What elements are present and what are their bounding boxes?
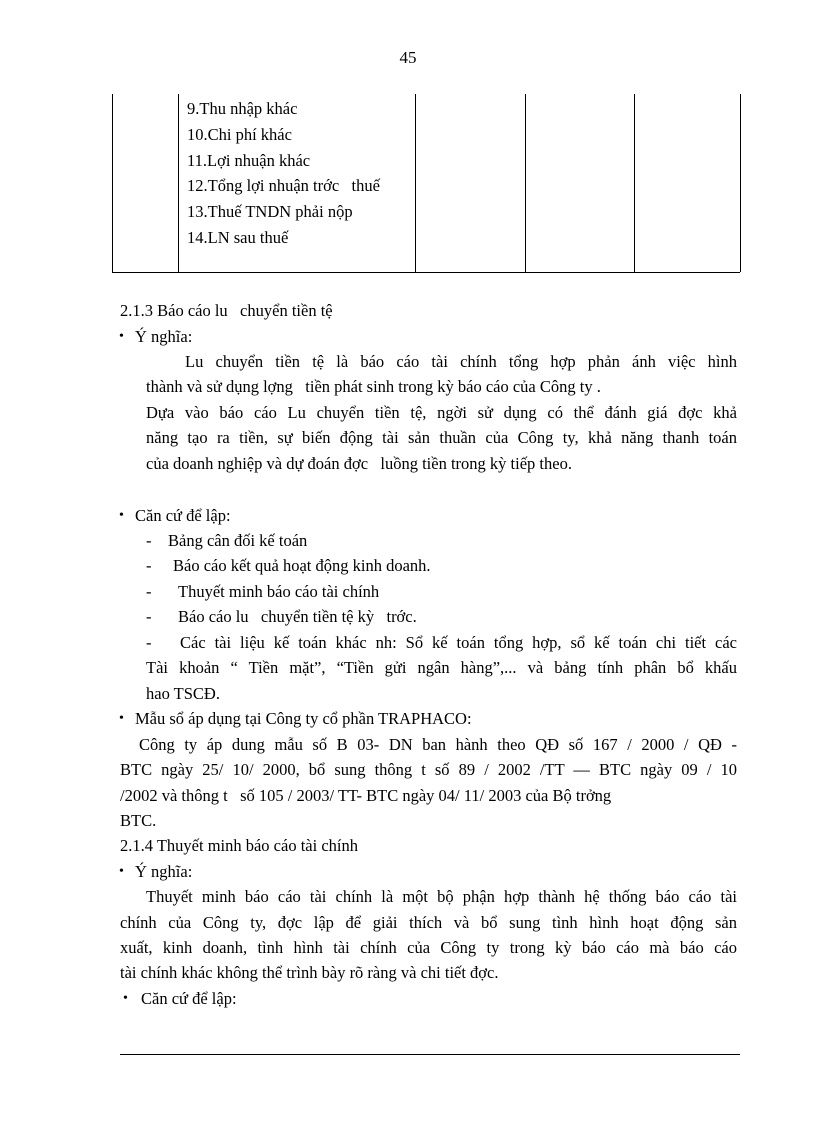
basis-item-continued: hao TSCĐ. xyxy=(146,684,220,703)
bullet-icon: • xyxy=(123,991,128,1006)
dash-marker: - xyxy=(146,633,152,652)
bullet-icon: • xyxy=(119,864,124,879)
section-heading: 2.1.3 Báo cáo lu chuyển tiền tệ xyxy=(120,301,333,320)
table-row: 14.LN sau thuế xyxy=(187,227,289,247)
table-row-list xyxy=(187,96,380,251)
paragraph-line: xuất, kinh doanh, tình hình tài chính của Công ty trong kỳ báo cáo mà báo cáo xyxy=(120,938,737,957)
meaning-label: Ý nghĩa: xyxy=(135,327,193,346)
basis-item: Các tài liệu kế toán khác nh: Sổ kế toán tổng hợp, sổ kế toán chi tiết các xyxy=(180,633,737,652)
paragraph-line: thành và sử dụng lợng tiền phát sinh trong kỳ báo cáo của Công ty . xyxy=(146,377,601,396)
basis-label: Căn cứ để lập: xyxy=(135,506,231,525)
bullet-icon: • xyxy=(119,329,124,344)
paragraph-line: Lu chuyển tiền tệ là báo cáo tài chính tổng hợp phản ánh việc hình xyxy=(185,352,737,371)
table-column-divider xyxy=(634,94,635,272)
paragraph-line: Dựa vào báo cáo Lu chuyển tiền tệ, ngời sử dụng có thể đánh giá đợc khả xyxy=(146,403,737,422)
table-row: 10.Chi phí khác xyxy=(187,124,292,144)
basis-item: Báo cáo kết quả hoạt động kinh doanh. xyxy=(173,556,431,575)
template-label: Mẫu sổ áp dụng tại Công ty cổ phần TRAPHACO: xyxy=(135,709,472,728)
dash-marker: - xyxy=(146,531,152,550)
paragraph-line: năng tạo ra tiền, sự biến động tài sản thuần của Công ty, khả năng thanh toán xyxy=(146,428,737,447)
table-column-divider xyxy=(178,94,179,272)
footer-rule xyxy=(120,1054,740,1055)
basis-label: Căn cứ để lập: xyxy=(141,989,237,1008)
report-table xyxy=(112,94,740,273)
paragraph-line: BTC. xyxy=(120,811,157,830)
basis-item: Bảng cân đối kế toán xyxy=(168,531,308,550)
table-row: 9.Thu nhập khác xyxy=(187,99,298,118)
dash-marker: - xyxy=(146,556,152,575)
paragraph-line: /2002 và thông t số 105 / 2003/ TT- BTC ngày 04/ 11/ 2003 của Bộ trởng xyxy=(120,786,612,805)
paragraph-line: chính của Công ty, đợc lập để giải thích và bổ sung tình hình hoạt động sản xyxy=(120,913,737,932)
basis-item-continued: Tài khoản “ Tiền mặt”, “Tiền gửi ngân hàng”,... và bảng tính phân bổ khấu xyxy=(146,658,737,677)
table-row: 11.Lợi nhuận khác xyxy=(187,150,311,170)
paragraph-line: của doanh nghiệp và dự đoán đợc luồng tiền trong kỳ tiếp theo. xyxy=(146,454,572,473)
table-column-divider xyxy=(415,94,416,272)
bullet-icon: • xyxy=(119,508,124,523)
dash-marker: - xyxy=(146,607,152,626)
table-column-divider xyxy=(525,94,526,272)
dash-marker: - xyxy=(146,582,152,601)
paragraph-line: Thuyết minh báo cáo tài chính là một bộ phận hợp thành hệ thống báo cáo tài xyxy=(146,887,737,906)
bullet-icon: • xyxy=(119,711,124,726)
paragraph-line: tài chính khác không thể trình bày rõ ràng và chi tiết đợc. xyxy=(120,963,499,982)
table-column-divider xyxy=(740,94,741,272)
paragraph-line: BTC ngày 25/ 10/ 2000, bổ sung thông t số 89 / 2002 /TT — BTC ngày 09 / 10 xyxy=(120,760,737,779)
basis-item: Báo cáo lu chuyển tiền tệ kỳ trớc. xyxy=(178,607,417,626)
table-row: 13.Thuế TNDN phải nộp xyxy=(187,202,353,222)
basis-item: Thuyết minh báo cáo tài chính xyxy=(178,582,380,601)
paragraph-line: Công ty áp dung mẫu số B 03- DN ban hành theo QĐ số 167 / 2000 / QĐ - xyxy=(139,735,737,754)
table-row: 12.Tổng lợi nhuận trớc thuế xyxy=(187,176,380,196)
meaning-label: Ý nghĩa: xyxy=(135,862,193,881)
page-number: 45 xyxy=(399,48,417,67)
section-heading: 2.1.4 Thuyết minh báo cáo tài chính xyxy=(120,836,358,855)
